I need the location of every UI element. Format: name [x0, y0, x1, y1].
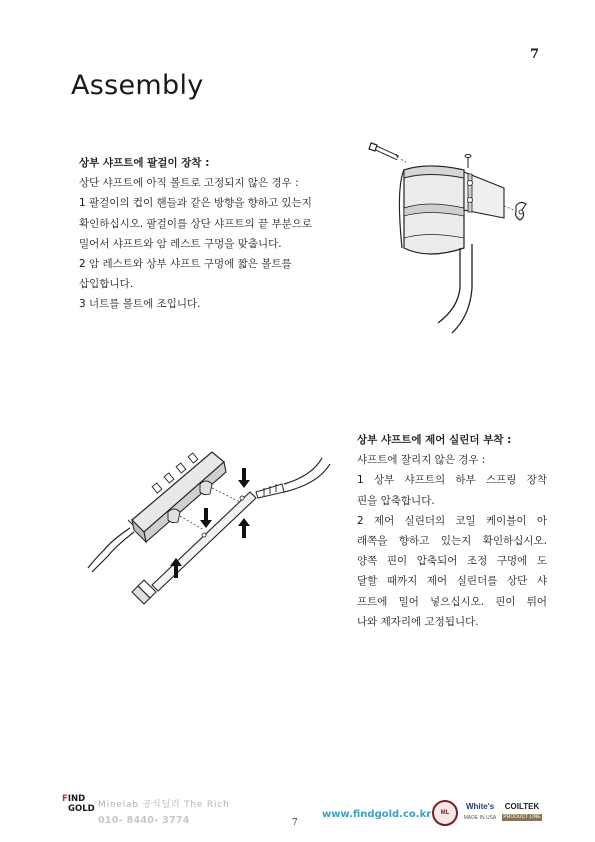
section-armrest-line: 확인하십시오. 팔걸이를 상단 샤프트의 끝 부분으로: [79, 217, 313, 230]
section-control-cylinder-line: 양쪽 핀이 압축되어 조정 구멍에 도: [357, 555, 547, 568]
section-control-cylinder-line: 프트에 밀어 넣으십시오. 핀이 튀어: [357, 595, 547, 608]
arrow-up-icon: [238, 518, 250, 538]
section-control-cylinder-line: 래쪽을 향하고 있는지 확인하십시오.: [357, 535, 547, 548]
arrow-down-icon: [200, 508, 212, 528]
section-control-cylinder-line: 샤프트에 잘리지 않은 경우 :: [357, 454, 486, 467]
section-control-cylinder-line: 2 제어 실린더의 코일 케이블이 아: [357, 514, 547, 527]
minelab-logo: ML: [432, 800, 458, 826]
armrest-assembly-illustration: [368, 138, 540, 338]
coiltek-logo: COILTEK PRODUCT LINE: [503, 802, 541, 820]
section-control-cylinder-heading: 상부 샤프트에 제어 실린더 부착 :: [357, 434, 512, 446]
section-armrest-text: [79, 153, 359, 315]
page-title: Assembly: [71, 70, 204, 101]
section-control-cylinder-line: 나와 제자리에 고정됩니다.: [357, 615, 479, 628]
section-control-cylinder-line: 1 상부 샤프트의 하부 스프링 장착: [357, 474, 547, 487]
section-armrest-heading: 상부 샤프트에 팔걸이 장착 :: [79, 157, 210, 169]
section-armrest-line: 3 너트를 볼트에 조입니다.: [79, 298, 201, 311]
section-armrest-line: 2 암 레스트와 상부 샤프트 구멍에 짧은 볼트를: [79, 258, 292, 271]
section-armrest-line: 삽입합니다.: [79, 278, 134, 291]
page-number-bottom: 7: [292, 818, 298, 828]
phone-number: 010- 8440- 3774: [98, 815, 190, 826]
dealer-text: Minelab 공식딜러 The Rich: [98, 800, 230, 810]
section-control-cylinder-text: [357, 430, 547, 632]
bolt-icon: [369, 143, 406, 162]
arrow-down-icon: [238, 468, 250, 488]
whites-logo: White's MADE IN USA: [463, 802, 497, 821]
control-cylinder-illustration: [82, 440, 347, 618]
section-control-cylinder-line: 핀을 압축합니다.: [357, 494, 435, 507]
section-armrest-line: 1 팔걸이의 컵이 핸들과 같은 방향을 향하고 있는지: [79, 197, 312, 210]
page-number-top: 7: [530, 47, 540, 62]
wing-nut-icon: [504, 202, 526, 220]
section-armrest-line: 상단 샤프트에 아직 볼트로 고정되지 않은 경우 :: [79, 177, 299, 190]
section-control-cylinder-line: 달할 때까지 제어 실린더를 상단 샤: [357, 575, 547, 588]
section-armrest-line: 밀어서 샤프트와 암 레스트 구멍을 맞춥니다.: [79, 237, 282, 250]
findgold-logo: FIND GOLD: [62, 794, 95, 814]
website-link[interactable]: www.findgold.co.kr: [322, 809, 432, 820]
